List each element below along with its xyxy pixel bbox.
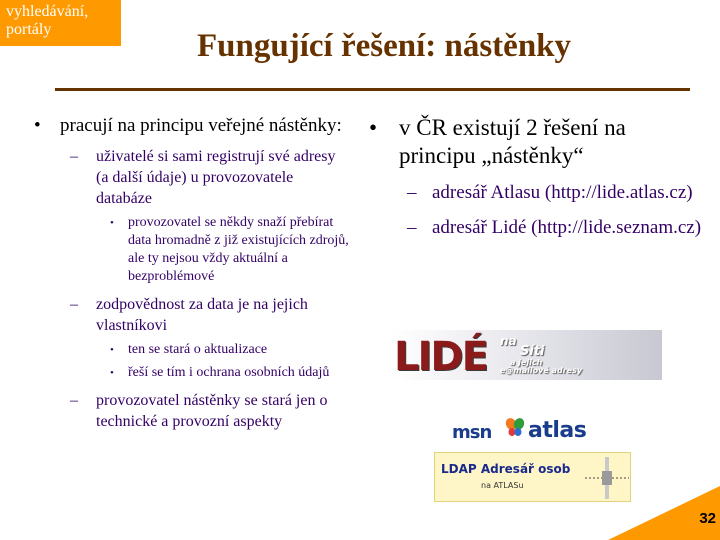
right-column [365, 114, 705, 240]
lide-logo-a-jejich: a jejich [510, 358, 543, 367]
sub-bullet-text: provozovatel nástěnky se stará jen o technické a provozní aspekty [96, 392, 328, 430]
sub-sub-bullet-item [30, 341, 350, 359]
sub-bullet-item [30, 146, 350, 209]
sub-sub-bullet-text: provozovatel se někdy snaží přebírat data hromadně z již existujících zdrojů, ale ty nejsou vždy aktuální a bezproblémové [128, 215, 349, 284]
ldap-banner-subtitle: na ATLASu [481, 481, 524, 490]
lide-logo-word: LIDÉ [394, 334, 487, 380]
dash-marker: – [70, 148, 78, 165]
bullet-marker: • [110, 217, 114, 229]
lide-logo-siti: Síti [520, 344, 545, 359]
section-tag [0, 0, 121, 46]
sub-bullet-text: zodpovědnost za data je na jejich vlastníkovi [96, 296, 308, 334]
bullet-marker: • [110, 344, 114, 356]
sub-sub-bullet-item [30, 364, 350, 382]
lide-logo-na: na [500, 334, 517, 348]
dash-marker: – [70, 296, 78, 313]
msn-atlas-logo [452, 414, 594, 446]
bullet-marker: • [369, 115, 378, 140]
slide-title: Fungující řešení: nástěnky [197, 28, 572, 64]
dash-marker: – [407, 182, 417, 203]
sub-bullet-text: uživatelé si sami registrují své adresy (a další údaje) u provozovatele databáze [96, 148, 336, 207]
butterfly-icon [504, 416, 526, 438]
lide-logo [392, 330, 662, 380]
network-cable-icon [585, 457, 629, 499]
sub-sub-bullet-text: řeší se tím i ochrana osobních údajů [128, 365, 330, 380]
sub-bullet-item [365, 180, 705, 205]
dash-marker: – [70, 392, 78, 409]
sub-bullet-text: adresář Lidé (http://lide.seznam.cz) [432, 217, 702, 238]
title-divider [55, 88, 690, 91]
sub-bullet-text: adresář Atlasu (http://lide.atlas.cz) [432, 182, 693, 203]
dash-marker: – [407, 217, 417, 238]
bullet-text: pracují na principu veřejné nástěnky: [60, 115, 342, 136]
bullet-item [30, 114, 350, 138]
sub-bullet-item [30, 294, 350, 336]
sub-bullet-item [365, 215, 705, 240]
ldap-banner-title: LDAP Adresář osob [441, 462, 571, 476]
lide-logo-email: e@mailové adresy [500, 366, 583, 375]
sub-sub-bullet-item [30, 214, 350, 286]
bullet-item [365, 114, 705, 170]
sub-bullet-item [30, 390, 350, 432]
ldap-banner [434, 452, 631, 502]
msn-logo-word: msn [452, 422, 492, 443]
left-column [30, 114, 350, 432]
atlas-logo-word: atlas [528, 418, 587, 443]
page-number: 32 [699, 510, 716, 527]
bullet-text: v ČR existují 2 řešení na principu „nástěnky“ [399, 115, 626, 168]
bullet-marker: • [110, 367, 114, 379]
sub-sub-bullet-text: ten se stará o aktualizace [128, 342, 268, 357]
section-tag-text: vyhledávání, portály [6, 3, 89, 38]
bullet-marker: • [34, 115, 41, 136]
